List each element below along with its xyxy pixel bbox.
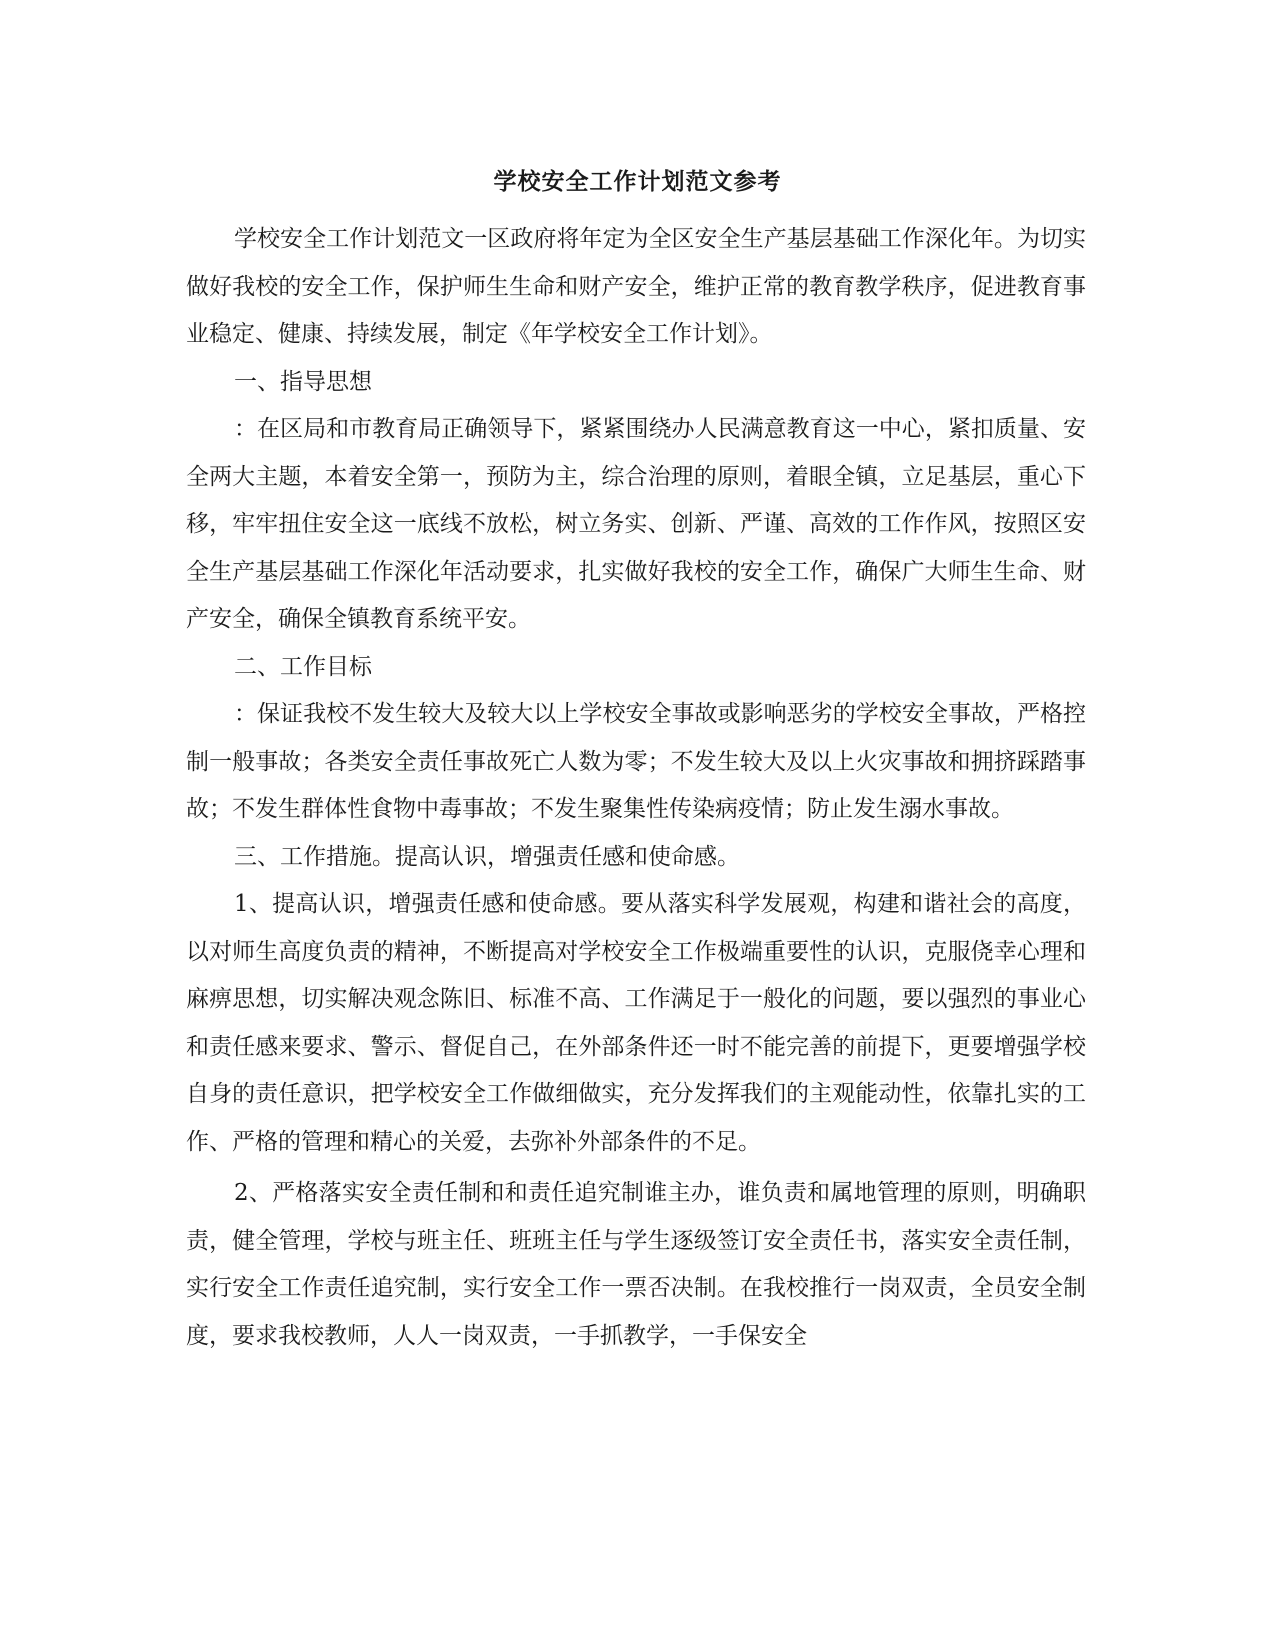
paragraph-intro: 学校安全工作计划范文一区政府将年定为全区安全生产基层基础工作深化年。为切实做好我校的安全工作，保护师生生命和财产安全，维护正常的教育教学秩序，促进教育事业稳定、健康、持续发展，制定《年学校安全工作计划》。	[186, 226, 1086, 347]
heading-work-goals: 二、工作目标	[234, 653, 372, 680]
paragraph-work-goals: ：保证我校不发生较大及较大以上学校安全事故或影响恶劣的学校安全事故，严格控制一般事故；各类安全责任事故死亡人数为零；不发生较大及以上火灾事故和拥挤踩踏事故；不发生群体性食物中毒事故；不发生聚集性传染病疫情；防止发生溺水事故。	[186, 701, 1086, 822]
heading-work-measures: 三、工作措施。提高认识，增强责任感和使命感。	[234, 843, 740, 870]
paragraph-measure-1: 1、提高认识，增强责任感和使命感。要从落实科学发展观，构建和谐社会的高度，以对师生高度负责的精神，不断提高对学校安全工作极端重要性的认识，克服侥幸心理和麻痹思想，切实解决观念陈旧、标准不高、工作满足于一般化的问题，要以强烈的事业心和责任感来要求、警示、督促自己，在外部条件还一时不能完善的前提下，更要增强学校自身的责任意识，把学校安全工作做细做实，充分发挥我们的主观能动性，依靠扎实的工作、严格的管理和精心的关爱，去弥补外部条件的不足。	[186, 891, 1086, 1155]
document-body	[186, 216, 1086, 1360]
heading-guiding-ideology: 一、指导思想	[234, 368, 372, 395]
document-title: 学校安全工作计划范文参考	[493, 168, 782, 196]
paragraph-measure-2: 2、严格落实安全责任制和和责任追究制谁主办，谁负责和属地管理的原则，明确职责，健全管理，学校与班主任、班班主任与学生逐级签订安全责任书，落实安全责任制，实行安全工作责任追究制，实行安全工作一票否决制。在我校推行一岗双责，全员安全制度，要求我校教师，人人一岗双责，一手抓教学，一手保安全	[186, 1180, 1086, 1349]
paragraph-guiding-ideology: ：在区局和市教育局正确领导下，紧紧围绕办人民满意教育这一中心，紧扣质量、安全两大主题，本着安全第一，预防为主，综合治理的原则，着眼全镇，立足基层，重心下移，牢牢扭住安全这一底线不放松，树立务实、创新、严谨、高效的工作作风，按照区安全生产基层基础工作深化年活动要求，扎实做好我校的安全工作，确保广大师生生命、财产安全，确保全镇教育系统平安。	[186, 416, 1086, 632]
